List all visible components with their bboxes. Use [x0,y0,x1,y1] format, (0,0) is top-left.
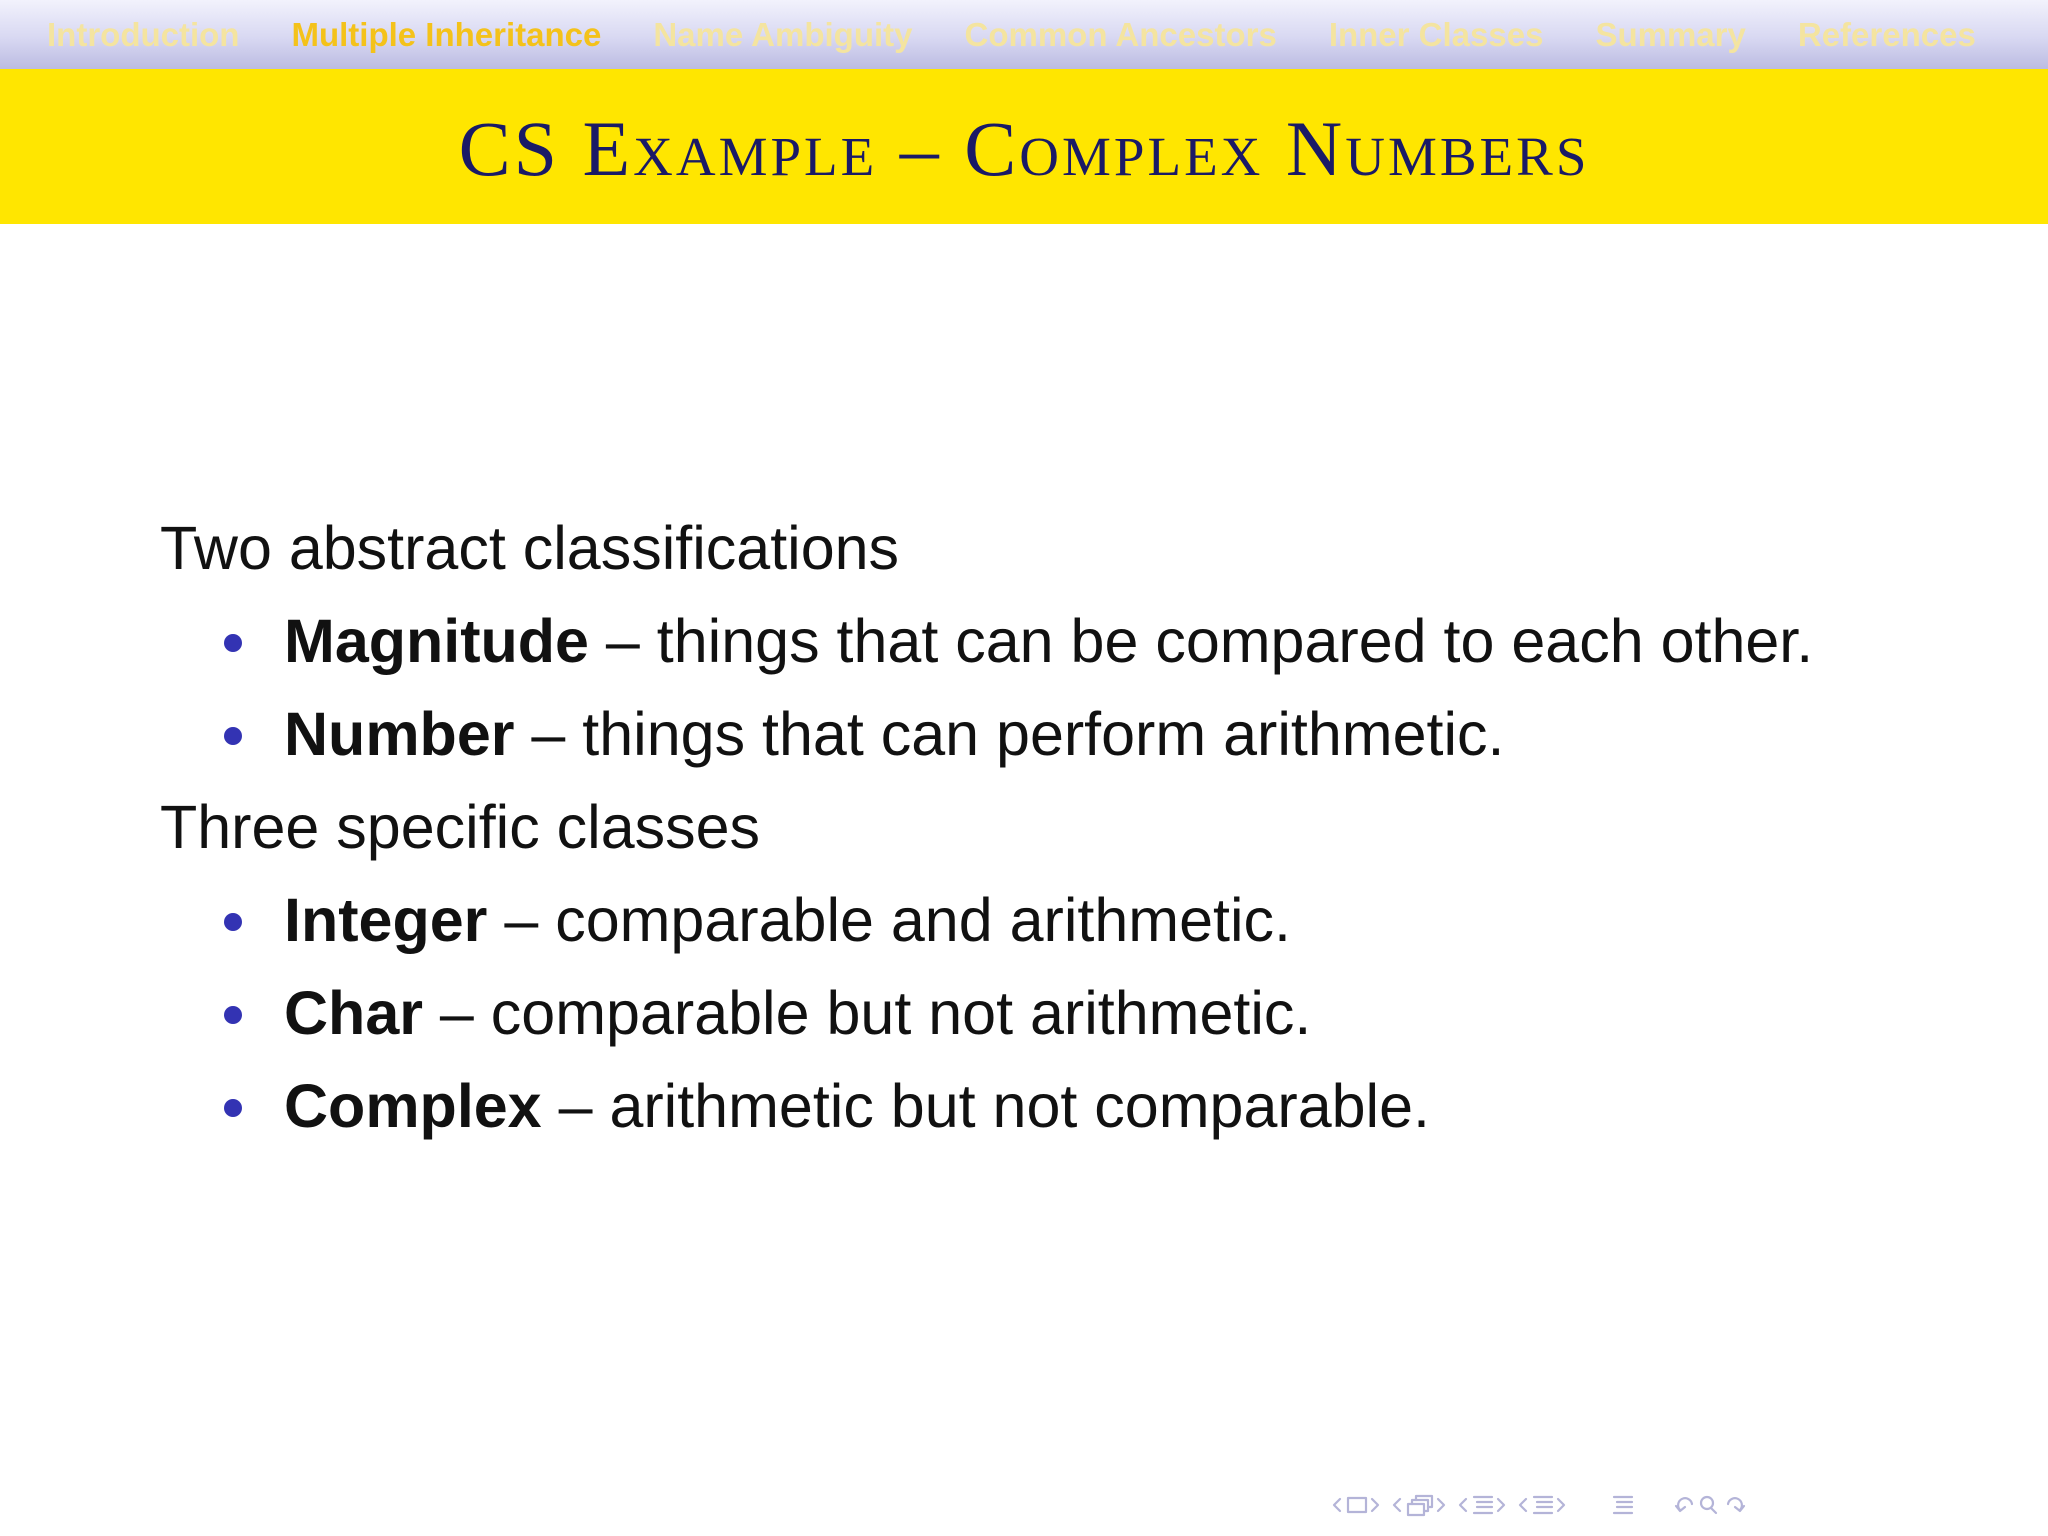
list-item [224,1060,1920,1153]
item-term: Number [284,700,515,768]
next-section-icon[interactable] [1558,1499,1564,1511]
bullet-icon [224,1099,242,1117]
list-item [224,967,1920,1060]
next-subsection-icon[interactable] [1438,1499,1444,1511]
section-icon[interactable] [1534,1497,1552,1513]
item-description: – things that can perform arithmetic. [514,700,1505,768]
section-icon[interactable] [1474,1497,1492,1513]
nav-section-name-ambiguity[interactable]: Name Ambiguity [653,16,913,53]
list-item [224,595,1920,688]
item-description: – things that can be compared to each other. [588,607,1814,675]
item-term: Char [284,979,423,1047]
search-icon[interactable] [1701,1497,1716,1513]
item-term: Complex [284,1072,542,1140]
item-description: – arithmetic but not comparable. [541,1072,1430,1140]
slide-content [160,502,1920,1153]
frame-title: CS Example – Complex Numbers [458,104,1590,192]
back-icon[interactable] [1676,1498,1692,1511]
item-description: – comparable and arithmetic. [487,886,1291,954]
nav-section-common-ancestors[interactable]: Common Ancestors [964,16,1277,53]
next-section-icon[interactable] [1498,1499,1504,1511]
nav-section-multiple-inheritance[interactable]: Multiple Inheritance [291,16,602,53]
appendix-icon[interactable] [1614,1497,1632,1513]
forward-icon[interactable] [1728,1498,1744,1511]
bullet-list-abstract [160,595,1920,781]
bullet-icon [224,727,242,745]
bullet-icon [224,634,242,652]
list-item [224,874,1920,967]
item-description: – comparable but not arithmetic. [422,979,1312,1047]
frame-icon[interactable] [1348,1498,1366,1512]
group-heading-abstract: Two abstract classifications [160,514,900,582]
frame-title-band [0,69,2048,224]
bullet-icon [224,913,242,931]
item-term: Magnitude [284,607,589,675]
list-item [224,688,1920,781]
group-heading-specific: Three specific classes [160,793,761,861]
prev-section-icon[interactable] [1460,1499,1466,1511]
prev-section-icon[interactable] [1520,1499,1526,1511]
bullet-icon [224,1006,242,1024]
nav-section-inner-classes[interactable]: Inner Classes [1328,16,1544,53]
section-navigation-bar [0,0,2048,69]
subsection-icon[interactable] [1408,1496,1432,1515]
item-term: Integer [284,886,488,954]
prev-frame-icon[interactable] [1334,1499,1340,1511]
nav-section-references[interactable]: References [1797,16,1976,53]
nav-section-summary[interactable]: Summary [1595,16,1746,53]
prev-subsection-icon[interactable] [1394,1499,1400,1511]
next-frame-icon[interactable] [1372,1499,1378,1511]
nav-section-introduction[interactable]: Introduction [47,16,240,53]
navigation-symbols [1330,1490,2030,1520]
bullet-list-specific [160,874,1920,1153]
